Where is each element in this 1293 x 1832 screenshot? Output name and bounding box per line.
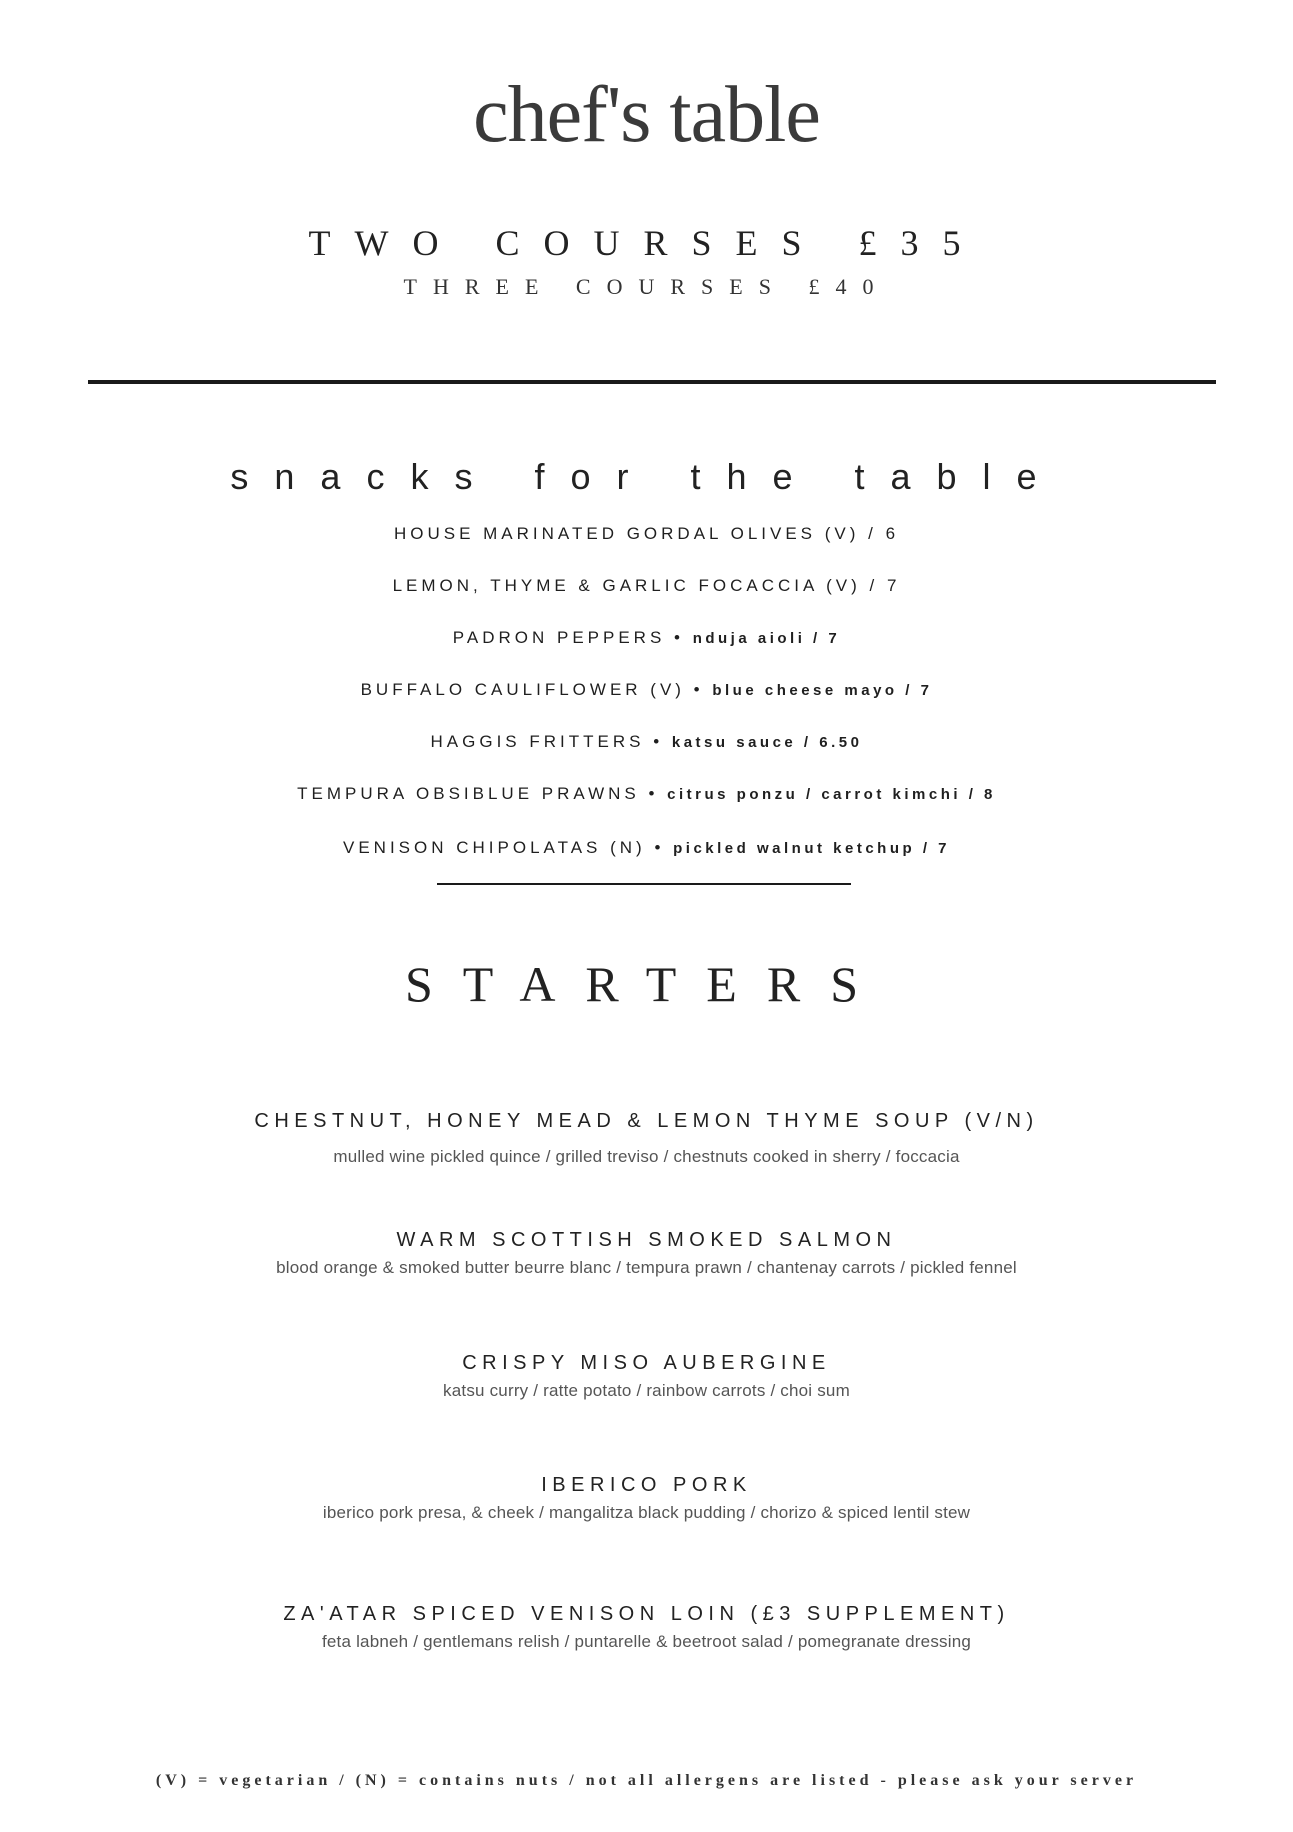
starter-name: CRISPY MISO AUBERGINE <box>462 1352 831 1374</box>
snack-item <box>0 732 1293 752</box>
starter-desc: mulled wine pickled quince / grilled treviso / chestnuts cooked in sherry / foccacia <box>333 1147 960 1166</box>
snack-item <box>0 784 1293 804</box>
two-courses-price: TWO COURSES £35 <box>308 223 985 263</box>
snack-name: TEMPURA OBSIBLUE PRAWNS • <box>297 784 668 803</box>
starter-name: IBERICO PORK <box>541 1474 752 1496</box>
snack-item <box>0 524 1293 544</box>
snack-name: BUFFALO CAULIFLOWER (V) • <box>360 680 713 699</box>
starters-heading: STARTERS <box>404 956 889 1012</box>
three-courses-price: THREE COURSES £40 <box>403 274 890 299</box>
section-divider <box>88 380 1216 384</box>
snack-desc: blue cheese mayo / 7 <box>712 682 933 699</box>
snack-name: VENISON CHIPOLATAS (N) • <box>342 838 674 857</box>
starter-desc: blood orange & smoked butter beurre blanc / tempura prawn / chantenay carrots / pickled fennel <box>276 1258 1017 1277</box>
snack-item <box>0 628 1293 648</box>
snack-name: HAGGIS FRITTERS • <box>430 732 672 751</box>
snack-desc: pickled walnut ketchup / 7 <box>673 840 950 857</box>
snacks-heading: snacks for the table <box>230 456 1063 497</box>
allergen-footnote: (V) = vegetarian / (N) = contains nuts / not all allergens are listed - please ask your server <box>155 1772 1138 1789</box>
brand-logo: chef's table <box>473 71 820 159</box>
snack-item <box>0 680 1293 700</box>
snack-desc: citrus ponzu / carrot kimchi / 8 <box>667 786 996 803</box>
starter-name: ZA'ATAR SPICED VENISON LOIN (£3 SUPPLEMENT) <box>283 1603 1010 1625</box>
snack-name: PADRON PEPPERS • <box>452 628 693 647</box>
snack-item <box>0 838 1293 858</box>
starter-desc: katsu curry / ratte potato / rainbow carrots / choi sum <box>443 1381 850 1400</box>
starter-desc: iberico pork presa, & cheek / mangalitza black pudding / chorizo & spiced lentil stew <box>322 1503 971 1522</box>
snack-desc: katsu sauce / 6.50 <box>671 734 863 751</box>
snack-desc: nduja aioli / 7 <box>692 630 841 647</box>
starter-name: CHESTNUT, HONEY MEAD & LEMON THYME SOUP (V/N) <box>254 1110 1039 1132</box>
snacks-divider <box>437 883 851 885</box>
starter-name: WARM SCOTTISH SMOKED SALMON <box>396 1229 897 1251</box>
snack-name: LEMON, THYME & GARLIC FOCACCIA (V) / 7 <box>392 576 901 595</box>
snack-item <box>0 576 1293 596</box>
starter-desc: feta labneh / gentlemans relish / puntarelle & beetroot salad / pomegranate dressing <box>321 1632 972 1651</box>
snack-name: HOUSE MARINATED GORDAL OLIVES (V) / 6 <box>393 524 900 543</box>
